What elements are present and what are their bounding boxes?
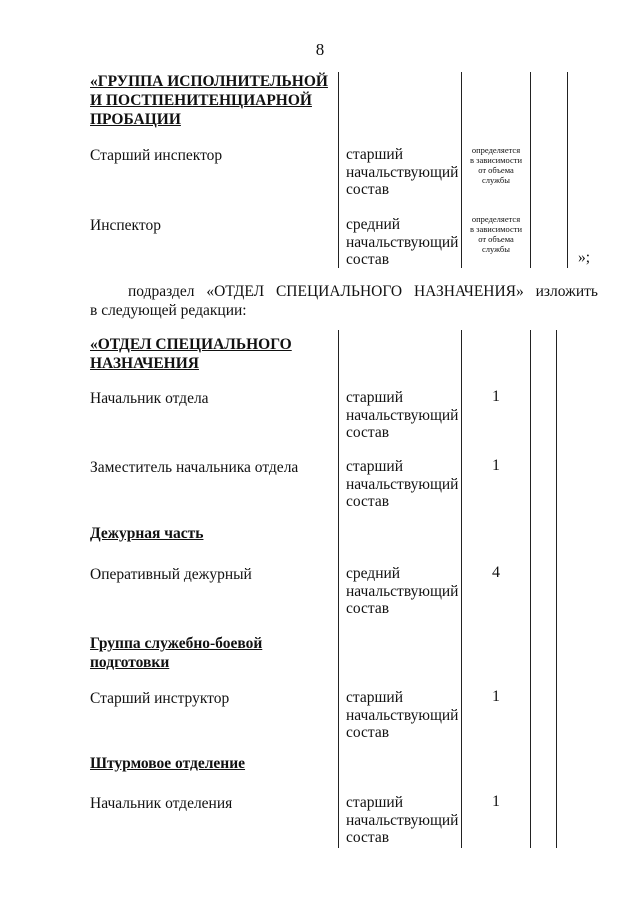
- count-note: [462, 145, 530, 185]
- paragraph-word: «ОТДЕЛ: [206, 283, 265, 300]
- count-note-line: в зависимости: [469, 155, 523, 165]
- count-value: 4: [492, 564, 500, 581]
- section1-heading-line3: ПРОБАЦИИ: [90, 111, 181, 128]
- category-line: состав: [346, 181, 390, 198]
- category-line: начальствующий: [346, 233, 459, 251]
- subheading-assault: Штурмовое отделение: [90, 755, 246, 772]
- category-line: старший: [346, 458, 403, 475]
- subheading-training-line1: Группа служебно-боевой: [90, 635, 263, 652]
- category-line: начальствующий: [346, 163, 459, 181]
- count-note-line: службы: [482, 175, 510, 185]
- count-value: 1: [492, 688, 500, 705]
- subheading-duty: Дежурная часть: [90, 525, 204, 542]
- count-note: [462, 214, 530, 254]
- category-line: состав: [346, 424, 390, 441]
- category-line: старший: [346, 689, 403, 706]
- position-deputy-head: Заместитель начальника отдела: [90, 459, 299, 476]
- category-line: старший: [346, 146, 403, 163]
- category-cell: [346, 389, 458, 442]
- paragraph-word: подраздел: [128, 283, 195, 300]
- table1-col-divider-4: [567, 72, 568, 268]
- closing-quote: »;: [578, 249, 591, 266]
- table2-col-divider-3: [530, 330, 531, 848]
- count-note-line: определяется: [471, 214, 521, 224]
- category-line: состав: [346, 251, 390, 268]
- category-line: старший: [346, 794, 403, 811]
- section2-heading-line2: НАЗНАЧЕНИЯ: [90, 355, 199, 372]
- paragraph-line1: [128, 282, 598, 301]
- category-line: средний: [346, 565, 401, 582]
- table1-col-divider-1: [338, 72, 339, 268]
- position-duty-officer: Оперативный дежурный: [90, 566, 252, 583]
- category-line: начальствующий: [346, 811, 459, 829]
- subheading-training-line2: подготовки: [90, 654, 170, 671]
- position-senior-inspector: Старший инспектор: [90, 147, 223, 164]
- count-note-line: определяется: [471, 145, 521, 155]
- count-note-line: в зависимости: [469, 224, 523, 234]
- table2-col-divider-4: [556, 330, 557, 848]
- table2-col-divider-2: [461, 330, 462, 848]
- category-line: начальствующий: [346, 475, 459, 493]
- count-value: 1: [492, 793, 500, 810]
- category-line: старший: [346, 389, 403, 406]
- page-number: 8: [315, 40, 325, 59]
- paragraph-word: НАЗНАЧЕНИЯ»: [413, 283, 524, 300]
- position-head-of-department: Начальник отдела: [90, 390, 209, 407]
- category-line: средний: [346, 216, 401, 233]
- category-line: начальствующий: [346, 706, 459, 724]
- count-note-line: от объема: [478, 165, 514, 175]
- category-cell: [346, 216, 458, 269]
- position-inspector: Инспектор: [90, 217, 161, 234]
- category-line: начальствующий: [346, 406, 459, 424]
- paragraph-word: СПЕЦИАЛЬНОГО: [275, 283, 403, 300]
- count-note-line: службы: [482, 244, 510, 254]
- section1-heading-line1: «ГРУППА ИСПОЛНИТЕЛЬНОЙ: [90, 73, 328, 90]
- category-cell: [346, 794, 458, 847]
- position-senior-instructor: Старший инструктор: [90, 690, 230, 707]
- category-line: состав: [346, 493, 390, 510]
- paragraph-line2: в следующей редакции:: [90, 302, 247, 319]
- category-line: состав: [346, 724, 390, 741]
- category-line: начальствующий: [346, 582, 459, 600]
- category-cell: [346, 146, 458, 199]
- category-cell: [346, 689, 458, 742]
- section2-heading-line1: «ОТДЕЛ СПЕЦИАЛЬНОГО: [90, 336, 292, 353]
- category-line: состав: [346, 829, 390, 846]
- section1-heading-line2: И ПОСТПЕНИТЕНЦИАРНОЙ: [90, 92, 312, 109]
- table2-col-divider-1: [338, 330, 339, 848]
- paragraph-word: изложить: [535, 283, 598, 300]
- count-value: 1: [492, 457, 500, 474]
- position-head-of-unit: Начальник отделения: [90, 795, 233, 812]
- count-value: 1: [492, 388, 500, 405]
- table1-col-divider-3: [530, 72, 531, 268]
- count-note-line: от объема: [478, 234, 514, 244]
- category-line: состав: [346, 600, 390, 617]
- category-cell: [346, 565, 458, 618]
- category-cell: [346, 458, 458, 511]
